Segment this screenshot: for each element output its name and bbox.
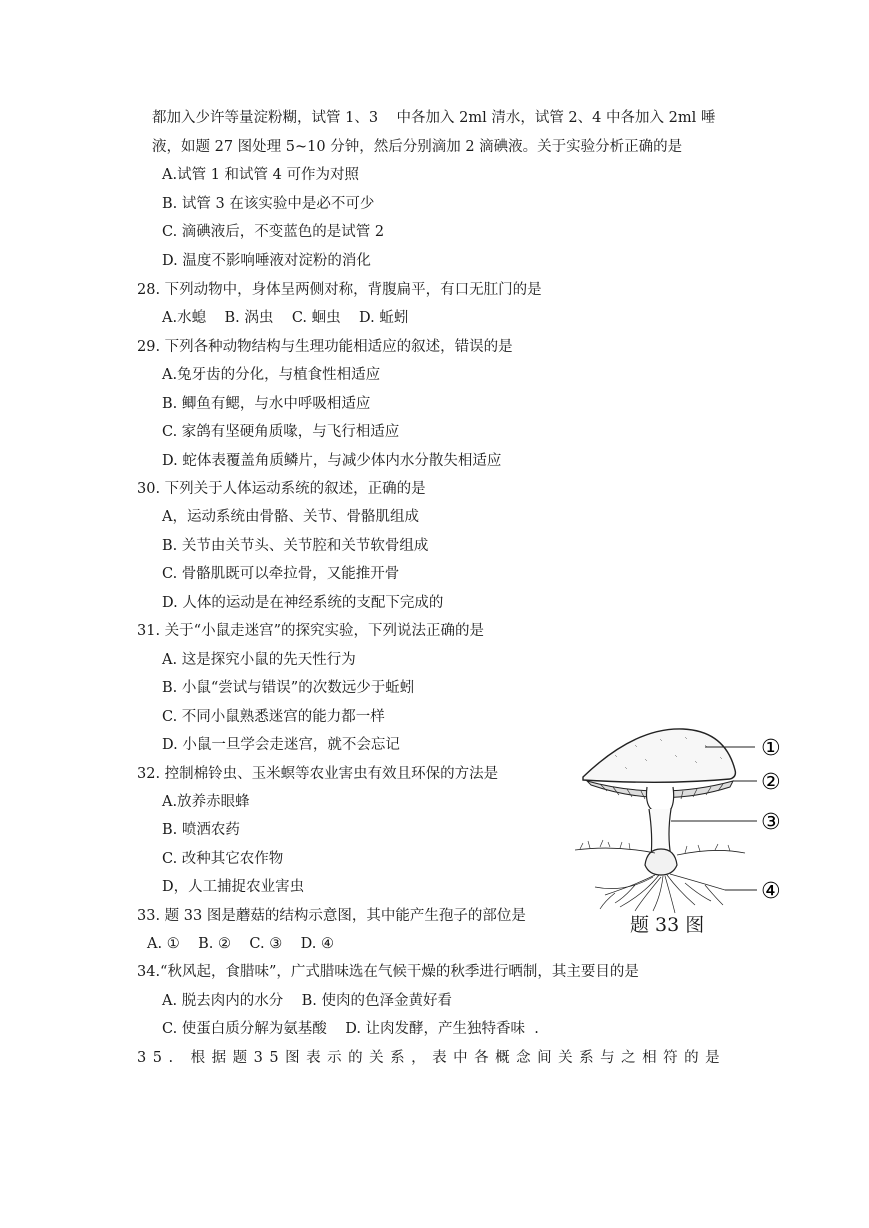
q29-option-d: D. 蛇体表覆盖角质鳞片，与减少体内水分散失相适应: [162, 453, 502, 469]
label-4: ④: [761, 879, 781, 904]
question-31: 31. 关于“小鼠走迷宫”的探究实验，下列说法正确的是: [137, 623, 484, 639]
q30-option-c: C. 骨骼肌既可以牵拉骨，又能推开骨: [162, 566, 400, 582]
q27-option-a: A.试管 1 和试管 4 可作为对照: [162, 167, 359, 183]
q29-option-b: B. 鲫鱼有鳃，与水中呼吸相适应: [162, 396, 371, 412]
q29-option-a: A.兔牙齿的分化，与植食性相适应: [162, 367, 381, 383]
q31-option-b: B. 小鼠“尝试与错误”的次数远少于蚯蚓: [162, 680, 415, 696]
q32-option-b: B. 喷洒农药: [162, 822, 240, 838]
q28-options: A.水螅 B. 涡虫 C. 蛔虫 D. 蚯蚓: [162, 310, 409, 326]
question-27-cont-line1: 都加入少许等量淀粉糊，试管 1、3 中各加入 2ml 清水，试管 2、4 中各加入 2ml 唾: [152, 110, 716, 126]
question-33: 33. 题 33 图是蘑菇的结构示意图，其中能产生孢子的部位是: [137, 908, 526, 924]
q32-option-d: D，人工捕捉农业害虫: [162, 879, 305, 895]
q27-option-c: C. 滴碘液后，不变蓝色的是试管 2: [162, 224, 385, 240]
question-27-cont-line2: 液，如题 27 图处理 5~10 分钟，然后分别滴加 2 滴碘液。关于实验分析正确的是: [152, 139, 683, 155]
mushroom-figure: [575, 725, 790, 940]
q30-option-d: D. 人体的运动是在神经系统的支配下完成的: [162, 595, 444, 611]
q32-option-a: A.放养赤眼蜂: [162, 794, 250, 810]
label-1: ①: [761, 736, 781, 761]
q32-option-c: C. 改种其它农作物: [162, 851, 284, 867]
question-29: 29. 下列各种动物结构与生理功能相适应的叙述，错误的是: [137, 339, 513, 355]
q30-option-b: B. 关节由关节头、关节腔和关节软骨组成: [162, 538, 429, 554]
figure-caption: 题 33 图: [630, 914, 705, 936]
q34-options-ab: A. 脱去肉内的水分 B. 使肉的色泽金黄好看: [162, 993, 452, 1009]
q27-option-d: D. 温度不影响唾液对淀粉的消化: [162, 253, 371, 269]
question-32: 32. 控制棉铃虫、玉米螟等农业害虫有效且环保的方法是: [137, 766, 499, 782]
q31-option-d: D. 小鼠一旦学会走迷宫，就不会忘记: [162, 737, 400, 753]
label-2: ②: [761, 770, 781, 795]
q34-options-cd: C. 使蛋白质分解为氨基酸 D. 让肉发酵，产生独特香味 .: [162, 1021, 539, 1037]
mushroom-illustration: [575, 725, 790, 940]
label-3: ③: [761, 810, 781, 835]
q27-option-b: B. 试管 3 在该实验中是必不可少: [162, 196, 375, 212]
question-30: 30. 下列关于人体运动系统的叙述，正确的是: [137, 481, 426, 497]
question-35: 35. 根据题35图表示的关系，表中各概念间关系与之相符的是: [137, 1050, 727, 1066]
q31-option-a: A. 这是探究小鼠的先天性行为: [162, 652, 356, 668]
question-28: 28. 下列动物中，身体呈两侧对称，背腹扁平，有口无肛门的是: [137, 282, 542, 298]
q31-option-c: C. 不同小鼠熟悉迷宫的能力都一样: [162, 709, 385, 725]
q33-options: A. ① B. ② C. ③ D. ④: [147, 936, 334, 952]
q30-option-a: A，运动系统由骨骼、关节、骨骼肌组成: [162, 509, 419, 525]
q29-option-c: C. 家鸽有坚硬角质喙，与飞行相适应: [162, 424, 400, 440]
question-34: 34.“秋风起，食腊味”，广式腊味选在气候干燥的秋季进行晒制，其主要目的是: [137, 964, 639, 980]
